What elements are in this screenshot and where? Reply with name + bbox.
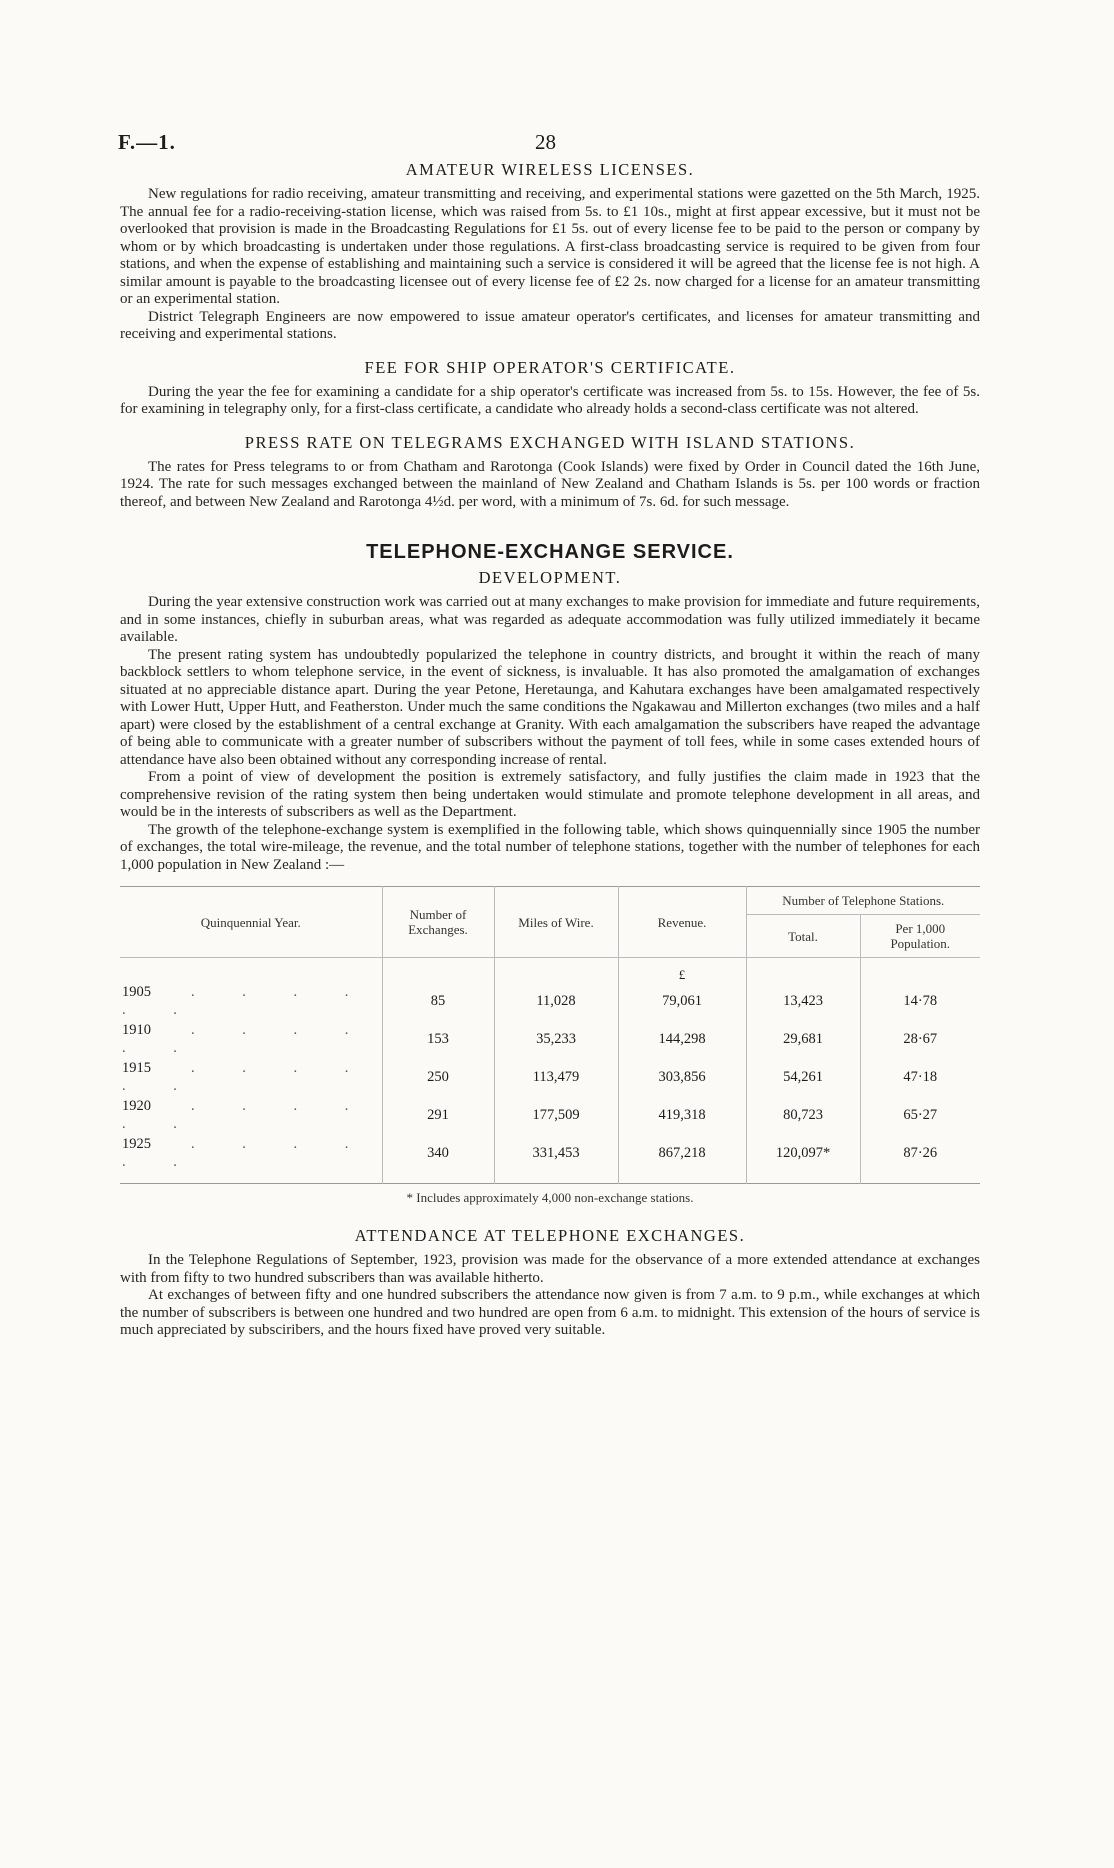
paragraph: From a point of view of development the position is extremely satisfactory, and fully justifies the claim made in 1923 that the comprehensive revision of the rating system then being undertaken would stimulate and promote telephone development in all areas, and would be in the interests of subscribers as well as the Department. [120, 769, 980, 820]
paragraph: In the Telephone Regulations of September, 1923, provision was made for the observance of a more extended attendance at exchanges with from fifty to two hundred subscribers than was available hitherto. [120, 1252, 980, 1286]
col-header-exchanges: Number of Exchanges. [382, 887, 494, 958]
total-cell: 13,423 [746, 982, 860, 1020]
col-header-per-1000: Per 1,000 Population. [860, 915, 980, 958]
exchanges-cell: 153 [382, 1020, 494, 1058]
total-cell: 80,723 [746, 1096, 860, 1134]
section-title: FEE FOR SHIP OPERATOR'S CERTIFICATE. [364, 357, 736, 377]
leader-dots: . . . . . . [122, 1060, 371, 1094]
paragraph: New regulations for radio receiving, amateur transmitting and receiving, and experimental stations were gazetted on the 5th March, 1925. The annual fee for a radio-receiving-station license, which was raised from 5s. to £1 10s., might at first appear excessive, but it must not be overlooked that provision is made in the Broadcasting Regulations for £1 5s. out of every license fee to be paid to the person or company by whom or by which broadcasting is undertaken under those regulations. A first-class broadcasting service is required to be given from four stations, and when the expense of establishing and maintaining such a service is considered it will be agreed that the license fee is not high. A similar amount is payable to the broadcasting licensee out of every license fee of £2 2s. now charged for a license for an amateur transmitting or an experimental station. [120, 186, 980, 307]
wire-cell: 177,509 [494, 1096, 618, 1134]
table-row [120, 1020, 980, 1058]
attendance-title: ATTENDANCE AT TELEPHONE EXCHANGES. [354, 1226, 746, 1245]
exchanges-cell: 250 [382, 1058, 494, 1096]
year-cell: 1905 [122, 984, 151, 1000]
revenue-cell: 303,856 [618, 1058, 746, 1096]
revenue-cell: 867,218 [618, 1134, 746, 1184]
paragraph: The present rating system has undoubtedly popularized the telephone in country districts, and brought it within the reach of many backblock settlers to whom telephone service, in the event of sickness, is invaluable. It has also promoted the amalgamation of exchanges situated at no appreciable distance apart. During the year Petone, Heretaunga, and Kahutara exchanges have been amalgamated respectively with Lower Hutt, Upper Hutt, and Featherston. Under much the same conditions the Ngakawau and Millerton exchanges (two miles and a half apart) were closed by the establishment of a central exchange at Granity. With each amalgamation the subscribers have reaped the advantage of being able to communicate with a greater number of subscribers without the payment of toll fees, while in some cases extended hours of attendance have also been obtained without any corresponding increase of rental. [120, 646, 980, 768]
year-cell: 1925 [122, 1136, 151, 1152]
document-page [120, 130, 980, 1340]
section-title: PRESS RATE ON TELEGRAMS EXCHANGED WITH ISLAND STATIONS. [244, 432, 856, 452]
per-1000-cell: 47·18 [903, 1069, 938, 1085]
development-subheading: DEVELOPMENT. [478, 568, 622, 587]
per-1000-cell: 28·67 [903, 1031, 938, 1047]
paragraph: The rates for Press telegrams to or from Chatham and Rarotonga (Cook Islands) were fixed by Order in Council dated the 16th June, 1924. The rate for such messages exchanged between the mainland of New Zealand and Chatham Islands is 5s. per 100 words or fraction thereof, and between New Zealand and Rarotonga 4½d. per word, with a minimum of 7s. 6d. for such message. [120, 458, 980, 510]
total-cell: 54,261 [746, 1058, 860, 1096]
document-reference: F.—1. [118, 130, 176, 154]
per-1000-cell: 14·78 [903, 993, 938, 1009]
revenue-cell: 79,061 [618, 982, 746, 1020]
page-number: 28 [535, 130, 556, 154]
total-cell: 120,097* [746, 1134, 860, 1184]
wire-cell: 113,479 [494, 1058, 618, 1096]
leader-dots: . . . . . . [122, 1022, 371, 1056]
year-cell: 1915 [122, 1060, 151, 1076]
table-row [120, 982, 980, 1020]
section-ship-operator-fee [120, 358, 980, 419]
table-row [120, 1058, 980, 1096]
paragraph: District Telegraph Engineers are now empowered to issue amateur operator's certificates, and licenses for amateur transmitting and receiving and experimental stations. [120, 308, 980, 342]
paragraph: During the year the fee for examining a candidate for a ship operator's certificate was increased from 5s. to 15s. However, the fee of 5s. for examining in telegraphy only, for a first-class certificate, a candidate who already holds a second-class certificate was not altered. [120, 383, 980, 417]
paragraph: The growth of the telephone-exchange system is exemplified in the following table, which shows quinquennially since 1905 the number of exchanges, the total wire-mileage, the revenue, and the total number of telephone stations, together with the number of telephones for each 1,000 population in New Zealand :— [120, 821, 980, 873]
leader-dots: . . . . . . [122, 1136, 371, 1170]
leader-dots: . . . . . . [122, 1098, 371, 1132]
section-press-rate [120, 433, 980, 512]
section-amateur-wireless [120, 160, 980, 344]
exchange-growth-table [120, 886, 980, 1184]
wire-cell: 11,028 [494, 982, 618, 1020]
paragraph: At exchanges of between fifty and one hundred subscribers the attendance now given is from 7 a.m. to 9 p.m., while exchanges at which the number of subscribers is between one hundred and two hundred are open from 6 a.m. to midnight. This extension of the hours of service is much appreciated by subsciribers, and the hours fixed have proved very suitable. [120, 1287, 980, 1338]
table-footnote: * Includes approximately 4,000 non-exchange stations. [406, 1190, 694, 1205]
telephone-heading: TELEPHONE-EXCHANGE SERVICE. [366, 541, 734, 563]
revenue-cell: 144,298 [618, 1020, 746, 1058]
col-header-wire: Miles of Wire. [494, 887, 618, 958]
paragraph: During the year extensive construction work was carried out at many exchanges to make provision for immediate and future requirements, and in some instances, chiefly in suburban areas, what was regarded as adequate accommodation was fully utilized immediately it became available. [120, 594, 980, 645]
col-header-year: Quinquennial Year. [120, 887, 382, 958]
per-1000-cell: 87·26 [903, 1145, 938, 1161]
total-cell: 29,681 [746, 1020, 860, 1058]
exchanges-cell: 340 [382, 1134, 494, 1184]
per-1000-cell: 65·27 [903, 1107, 938, 1123]
wire-cell: 331,453 [494, 1134, 618, 1184]
year-cell: 1910 [122, 1022, 151, 1038]
unit-row [120, 958, 980, 983]
col-header-revenue: Revenue. [618, 887, 746, 958]
wire-cell: 35,233 [494, 1020, 618, 1058]
leader-dots: . . . . . . [122, 984, 371, 1018]
exchanges-cell: 85 [382, 982, 494, 1020]
table-row [120, 1096, 980, 1134]
revenue-cell: 419,318 [618, 1096, 746, 1134]
section-title: AMATEUR WIRELESS LICENSES. [405, 160, 695, 179]
table-row [120, 1134, 980, 1184]
page-header [120, 130, 980, 160]
exchanges-cell: 291 [382, 1096, 494, 1134]
col-header-total: Total. [746, 915, 860, 958]
revenue-unit: £ [618, 958, 746, 983]
year-cell: 1920 [122, 1098, 151, 1114]
col-header-stations-group: Number of Telephone Stations. [782, 893, 945, 908]
